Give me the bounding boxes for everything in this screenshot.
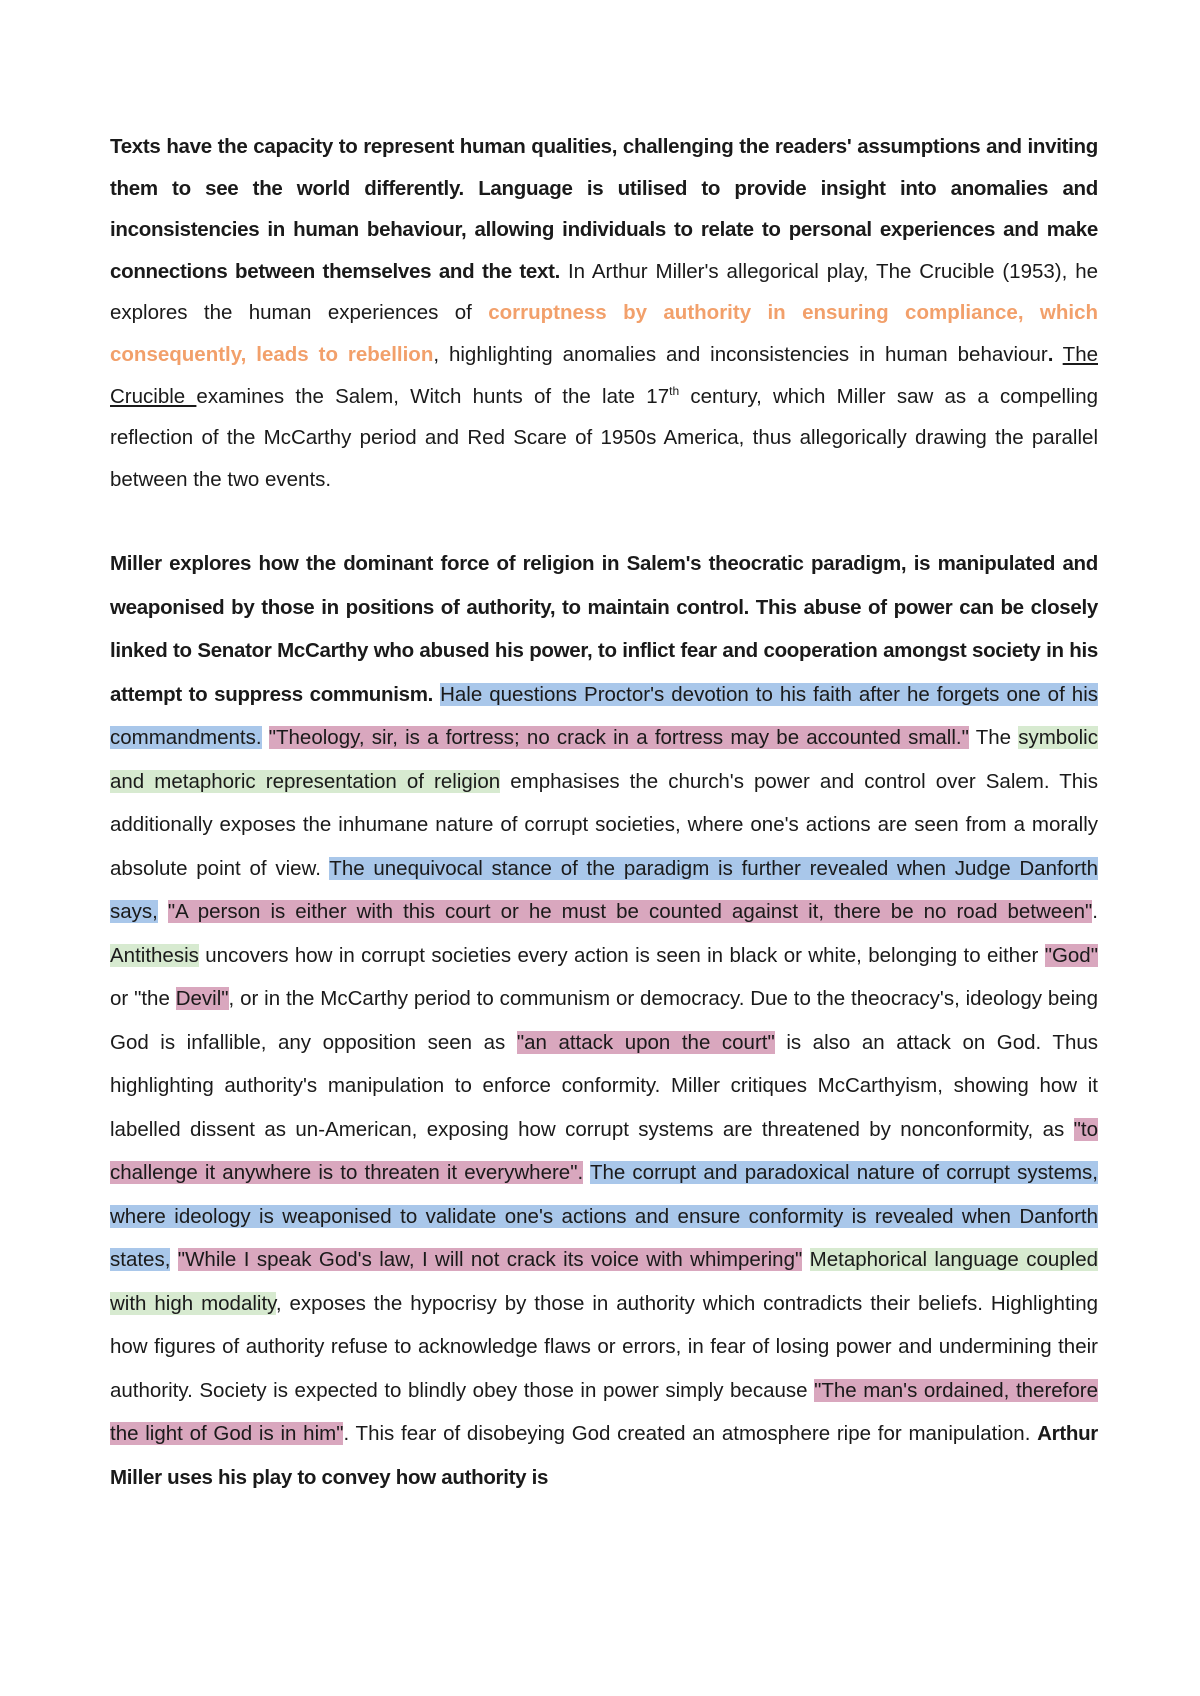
body-text: . bbox=[1092, 900, 1098, 923]
body-text: , exposes the hypocrisy by those in authority which contradicts their beliefs. Highlighting how figures of authority refuse to acknowledge flaws or errors, in fear of losing power and undermining their authority. Society is expected to blindly obey those in power simply because bbox=[110, 1291, 1099, 1402]
pink-highlight-quote: "God" bbox=[1044, 943, 1098, 967]
pink-highlight-quote: "A person is either with this court or he must be counted against it, there be no road between" bbox=[167, 900, 1093, 923]
spacer bbox=[158, 900, 168, 923]
blue-highlight-context: The unequivocal stance of the paradigm is further revealed when Judge Danforth says, bbox=[110, 856, 1099, 923]
intro-thesis-bold: Texts have the capacity to represent human qualities, challenging the readers' assumptions and inviting them to see the world differently. Language is utilised to provide insight into anomalies and inconsistencies in human behaviour, allowing individuals to relate to personal experiences and make connections between themselves and the text. bbox=[110, 135, 1098, 283]
orange-key-phrase: corruptness by authority in ensuring compliance, which consequently, leads to rebellion bbox=[110, 301, 1098, 366]
pink-highlight-quote: "While I speak God's law, I will not crack its voice with whimpering" bbox=[177, 1248, 803, 1271]
intro-text: In Arthur Miller's allegorical play, The Crucible (1953), he explores the human experiences of bbox=[110, 259, 1099, 325]
closing-sentence-bold: Arthur Miller uses his play to convey how authority is bbox=[110, 1422, 1098, 1489]
body-text: . This fear of disobeying God created an atmosphere ripe for manipulation. bbox=[343, 1422, 1038, 1445]
body-text: is also an attack on God. Thus highlighting authority's manipulation to enforce conformity. Miller critiques McCarthyism, showing how it labelled dissent as un-American, exposing how corrupt systems are threatened by nonconformity, as bbox=[110, 1030, 1098, 1141]
green-highlight-technique: symbolic and metaphoric representation of religion bbox=[110, 726, 1098, 793]
pink-highlight-quote: "The man's ordained, therefore the light of God is in him" bbox=[110, 1378, 1099, 1445]
blue-highlight-context: Hale questions Proctor's devotion to his faith after he forgets one of his commandments. bbox=[110, 682, 1098, 749]
spacer bbox=[170, 1248, 177, 1271]
superscript-th: th bbox=[669, 383, 680, 398]
pink-highlight-quote: "an attack upon the court" bbox=[516, 1030, 775, 1054]
body-text: emphasises the church's power and control over Salem. This additionally exposes the inhumane nature of corrupt societies, where one's actions are seen from a morally absolute point of view. bbox=[110, 769, 1098, 880]
pink-highlight-quote: Devil" bbox=[175, 987, 229, 1010]
blue-highlight-context: The corrupt and paradoxical nature of corrupt systems, where ideology is weaponised to validate one's actions and ensure conformity is revealed when Danforth states, bbox=[110, 1161, 1099, 1271]
intro-paragraph bbox=[110, 126, 1098, 500]
spacer bbox=[1053, 343, 1063, 366]
body-paragraph bbox=[110, 542, 1098, 1499]
topic-sentence-bold: Miller explores how the dominant force of religion in Salem's theocratic paradigm, is manipulated and weaponised by those in positions of authority, to maintain control. This abuse of power can be closely linked to Senator McCarthy who abused his power, to inflict fear and cooperation amongst society in his attempt to suppress communism. bbox=[110, 552, 1098, 706]
spacer bbox=[802, 1248, 809, 1271]
intro-text: century, which Miller saw as a compelling reflection of the McCarthy period and Red Scare of 1950s America, thus allegorically drawing the parallel between the two events. bbox=[110, 384, 1099, 491]
spacer bbox=[262, 726, 269, 749]
body-text: The bbox=[968, 726, 1019, 749]
intro-text-period: . bbox=[1047, 342, 1054, 366]
intro-text: , highlighting anomalies and inconsistencies in human behaviour bbox=[433, 342, 1048, 366]
green-highlight-technique: Metaphorical language coupled with high modality bbox=[110, 1248, 1098, 1315]
green-highlight-technique: Antithesis bbox=[110, 943, 199, 967]
pink-highlight-quote: "Theology, sir, is a fortress; no crack in a fortress may be accounted small." bbox=[268, 726, 969, 749]
intro-text: examines the Salem, Witch hunts of the late 17 bbox=[196, 384, 670, 408]
body-text: or "the bbox=[110, 987, 176, 1010]
pink-highlight-quote: "to challenge it anywhere is to threaten it everywhere". bbox=[110, 1117, 1098, 1184]
play-title-underlined: The Crucible bbox=[110, 342, 1098, 408]
body-text: uncovers how in corrupt societies every action is seen in black or white, belonging to either bbox=[198, 943, 1045, 967]
spacer bbox=[583, 1161, 590, 1184]
spacer bbox=[433, 683, 440, 706]
body-text: , or in the McCarthy period to communism or democracy. Due to the theocracy's, ideology being God is infallible, any opposition seen as bbox=[110, 987, 1098, 1054]
